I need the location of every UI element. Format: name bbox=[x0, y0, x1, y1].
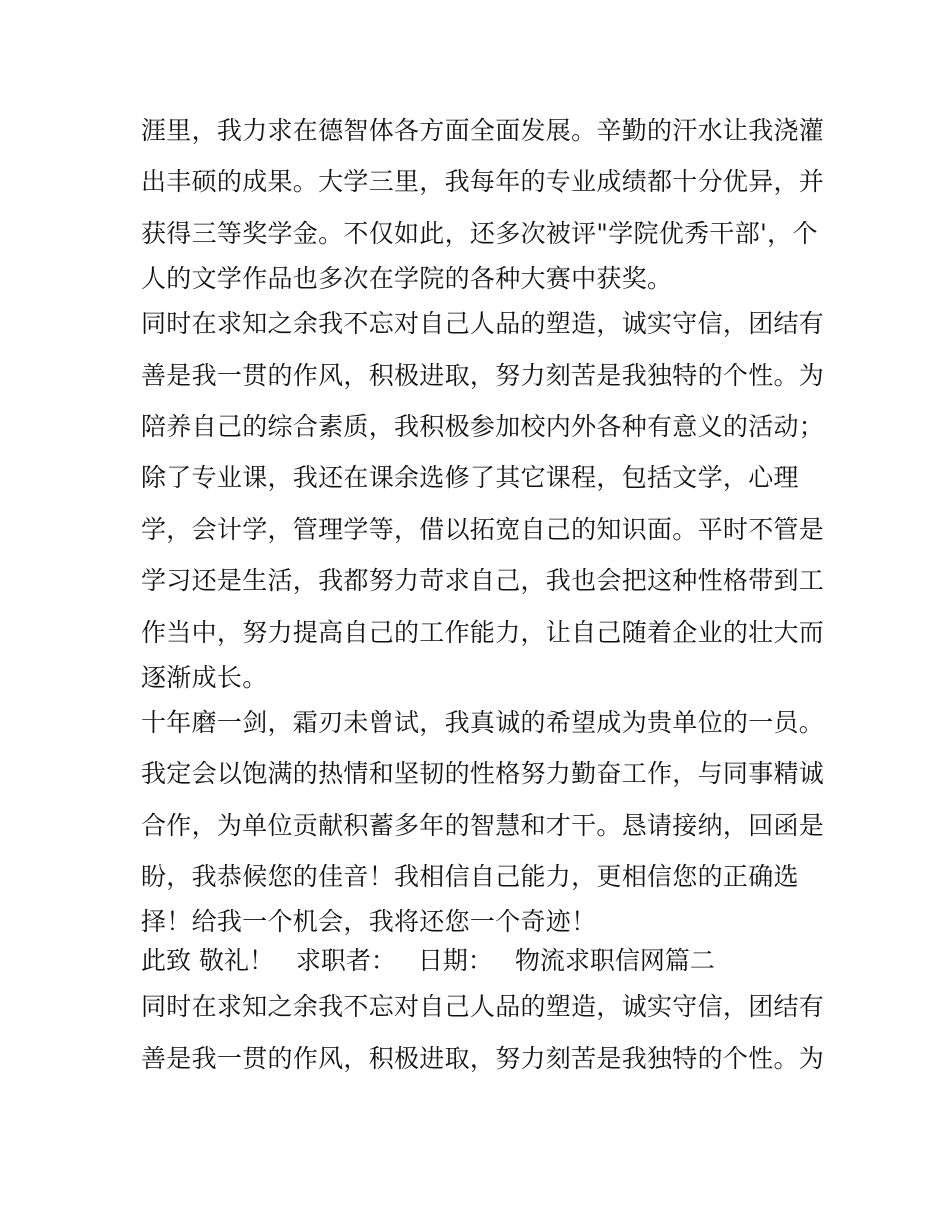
paragraph-4-line-2: 善是我一贯的作风，积极进取，努力刻苦是我独特的个性。为 bbox=[141, 1043, 825, 1073]
paragraph-2-line-2: 善是我一贯的作风，积极进取，努力刻苦是我独特的个性。为 bbox=[141, 360, 825, 390]
paragraph-1-line-1: 涯里，我力求在德智体各方面全面发展。辛勤的汗水让我浇灌 bbox=[141, 116, 825, 145]
signature-line bbox=[141, 941, 821, 981]
paragraph-2-line-4: 除了专业课，我还在课余选修了其它课程，包括文学，心理 bbox=[141, 463, 799, 493]
paragraph-1-line-3: 获得三等奖学金。不仅如此，还多次被评"学院优秀干部'，个 bbox=[141, 218, 818, 248]
next-section-title: 物流求职信网篇二 bbox=[514, 946, 715, 976]
paragraph-3-line-2: 我定会以饱满的热情和坚韧的性格努力勤奋工作，与同事精诚 bbox=[141, 759, 825, 789]
date-label: 日期： bbox=[417, 946, 493, 976]
paragraph-1-line-2: 出丰硕的成果。大学三里，我每年的专业成绩都十分优异，并 bbox=[141, 167, 825, 197]
paragraph-3-line-1: 十年磨一剑，霜刃未曾试，我真诚的希望成为贵单位的一员。 bbox=[141, 707, 825, 737]
paragraph-3-line-5: 择！给我一个机会，我将还您一个奇迹！ bbox=[141, 907, 597, 937]
paragraph-2-line-3: 陪养自己的综合素质，我积极参加校内外各种有意义的活动； bbox=[141, 411, 825, 441]
paragraph-2-line-6: 学习还是生活，我都努力苛求自己，我也会把这种性格带到工 bbox=[141, 566, 825, 596]
paragraph-3-line-4: 盼，我恭候您的佳音！我相信自己能力，更相信您的正确选 bbox=[141, 862, 799, 892]
paragraph-2-line-5: 学，会计学，管理学等，借以拓宽自己的知识面。平时不管是 bbox=[141, 514, 825, 544]
applicant-label: 求职者： bbox=[295, 946, 396, 976]
paragraph-2-line-8: 逐渐成长。 bbox=[141, 662, 268, 692]
document-body bbox=[141, 105, 825, 1084]
paragraph-3-line-3: 合作，为单位贡献积蓄多年的智慧和才干。恳请接纳，回函是 bbox=[141, 810, 825, 840]
paragraph-4-line-1: 同时在求知之余我不忘对自己人品的塑造，诚实守信，团结有 bbox=[141, 992, 825, 1022]
paragraph-1-line-4: 人的文学作品也多次在学院的各种大赛中获奖。 bbox=[141, 264, 673, 294]
paragraph-2-line-7: 作当中，努力提高自己的工作能力，让自己随着企业的壮大而 bbox=[141, 617, 825, 647]
salutation: 此致 敬礼！ bbox=[141, 946, 274, 976]
paragraph-2-line-1: 同时在求知之余我不忘对自己人品的塑造，诚实守信，团结有 bbox=[141, 309, 825, 339]
